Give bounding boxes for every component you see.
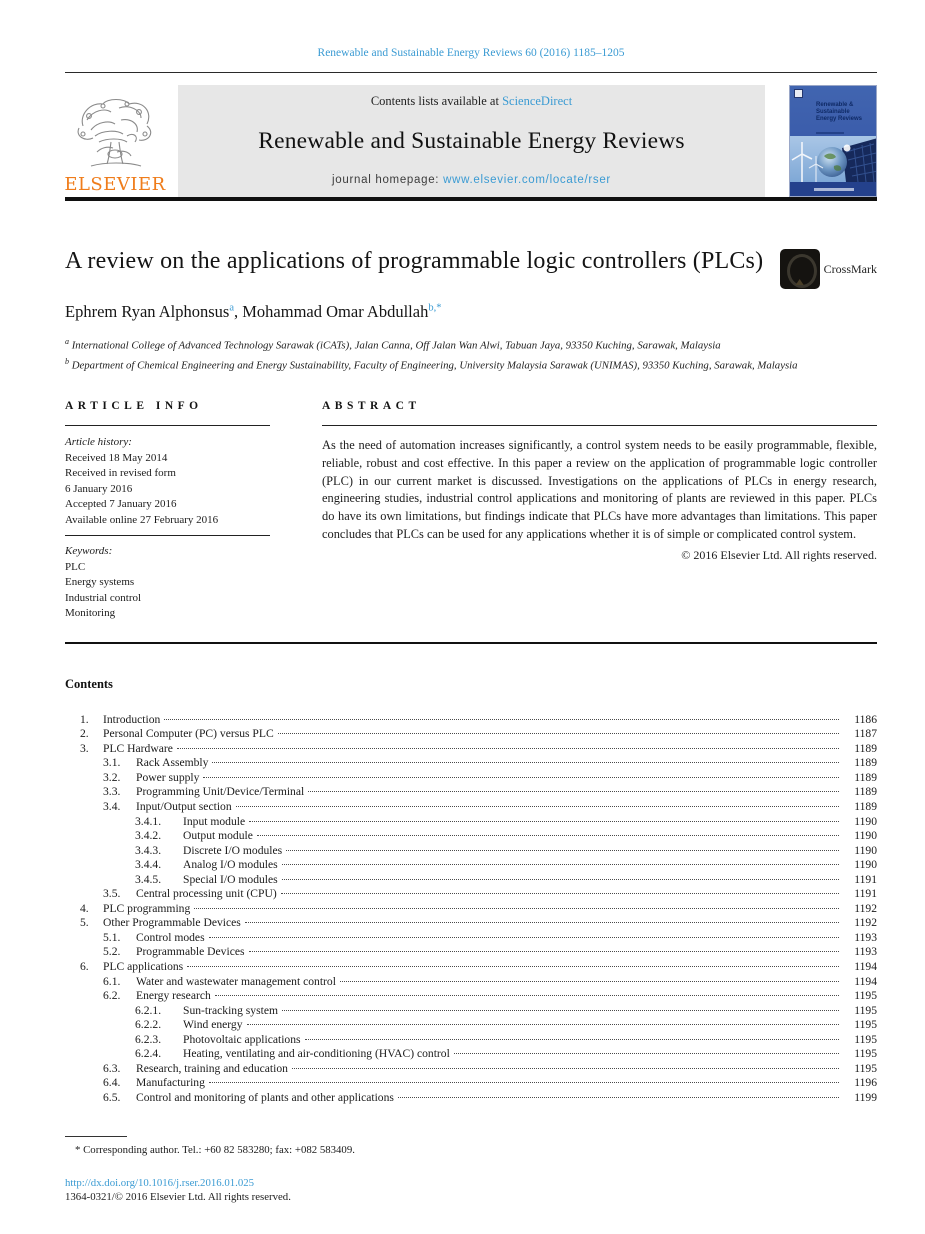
toc-dot-leader	[281, 893, 839, 894]
toc-entry-page: 1196	[854, 1076, 877, 1090]
journal-reference-line: Renewable and Sustainable Energy Reviews 60 (2016) 1185–1205	[317, 47, 625, 59]
toc-entry-label: Introduction	[103, 712, 161, 726]
toc-entry-page: 1195	[854, 989, 877, 1003]
toc-dot-leader	[257, 835, 839, 836]
toc-entry-label: Heating, ventilating and air-conditioning (HVAC) control	[183, 1047, 450, 1061]
table-of-contents	[65, 713, 877, 1106]
author-name	[242, 302, 441, 321]
toc-entry-page: 1186	[854, 712, 877, 726]
contents-heading: Contents	[65, 676, 113, 691]
toc-entry[interactable]	[65, 771, 877, 786]
toc-entry-number: 3.	[80, 741, 89, 755]
keyword: Monitoring	[65, 607, 116, 620]
toc-entry-label: Personal Computer (PC) versus PLC	[103, 727, 274, 741]
author-name-text: Ephrem Ryan Alphonsus	[65, 302, 230, 321]
article-history-line: Available online 27 February 2016	[65, 513, 219, 526]
author-affiliation-marker: a	[229, 302, 235, 314]
journal-homepage-line	[178, 174, 765, 186]
toc-dot-leader	[187, 966, 839, 967]
toc-entry-label: Power supply	[136, 770, 200, 784]
toc-entry-label: Photovoltaic applications	[183, 1032, 301, 1046]
doi-link	[65, 1177, 877, 1189]
toc-dot-leader	[245, 922, 839, 923]
keyword: PLC	[65, 560, 86, 573]
toc-entry-number: 2.	[80, 727, 89, 741]
cover-photo-illustration	[790, 136, 877, 182]
authors-line	[65, 302, 877, 322]
toc-entry-page: 1189	[854, 785, 877, 799]
toc-entry-label: Output module	[183, 829, 253, 843]
toc-dot-leader	[398, 1097, 839, 1098]
toc-entry-page: 1192	[854, 916, 877, 930]
article-info-heading: ARTICLE INFO	[65, 400, 270, 426]
keywords-label: Keywords:	[65, 545, 113, 558]
toc-entry[interactable]	[65, 873, 877, 888]
toc-entry-label: Energy research	[136, 989, 211, 1003]
toc-entry-label: Analog I/O modules	[183, 858, 278, 872]
affiliation-marker: a	[65, 337, 69, 346]
elsevier-logo	[65, 85, 165, 197]
toc-entry-label: Input/Output section	[136, 799, 232, 813]
toc-entry[interactable]	[65, 916, 877, 931]
masthead-center	[178, 85, 765, 197]
toc-entry-number: 3.4.	[103, 799, 121, 813]
toc-dot-leader	[249, 821, 839, 822]
toc-entry-label: Input module	[183, 814, 246, 828]
toc-entry-page: 1190	[854, 814, 877, 828]
keyword: Industrial control	[65, 591, 142, 604]
toc-dot-leader	[292, 1068, 839, 1069]
affiliation-line	[65, 334, 877, 354]
author-name-text: Mohammad Omar Abdullah	[242, 302, 429, 321]
toc-entry-number: 3.4.4.	[135, 858, 162, 872]
toc-dot-leader	[282, 879, 839, 880]
toc-entry-label: Programming Unit/Device/Terminal	[136, 785, 305, 799]
abstract-heading: ABSTRACT	[322, 400, 877, 426]
toc-entry-number: 1.	[80, 712, 89, 726]
toc-entry-number: 4.	[80, 901, 89, 915]
author-affiliation-marker: b,*	[428, 302, 442, 314]
toc-entry-page: 1191	[854, 887, 877, 901]
cover-title-line: Renewable &	[816, 102, 854, 108]
toc-entry-number: 6.3.	[103, 1061, 121, 1075]
toc-dot-leader	[340, 981, 839, 982]
cover-publisher-chip	[794, 89, 803, 98]
toc-entry[interactable]	[65, 1062, 877, 1077]
toc-entry[interactable]	[65, 887, 877, 902]
toc-entry[interactable]	[65, 1004, 877, 1019]
toc-entry-page: 1193	[854, 930, 877, 944]
cover-footer-text-bar	[814, 188, 854, 191]
toc-entry-label: PLC programming	[103, 901, 191, 915]
toc-entry[interactable]	[65, 960, 877, 975]
toc-dot-leader	[236, 806, 839, 807]
toc-entry-page: 1195	[854, 1018, 877, 1032]
affiliation-text: Department of Chemical Engineering and Energy Sustainability, Faculty of Engineering, University Malaysia Sarawak (UNIMAS), 93350 Kuching, Sarawak, Malaysia	[69, 359, 798, 372]
crossmark-badge-group[interactable]	[780, 249, 877, 289]
toc-entry[interactable]	[65, 829, 877, 844]
toc-entry[interactable]	[65, 742, 877, 757]
footnote-divider	[65, 1136, 127, 1137]
elsevier-tree-icon	[69, 96, 161, 172]
cover-footer-strip	[790, 182, 877, 196]
toc-dot-leader	[177, 748, 839, 749]
toc-entry[interactable]	[65, 975, 877, 990]
toc-entry-number: 3.4.2.	[135, 829, 162, 843]
toc-entry-page: 1189	[854, 799, 877, 813]
toc-entry-number: 6.5.	[103, 1090, 121, 1104]
toc-entry-number: 6.2.4.	[135, 1047, 162, 1061]
toc-entry-page: 1195	[854, 1061, 877, 1075]
toc-dot-leader	[209, 1082, 839, 1083]
toc-entry[interactable]	[65, 713, 877, 728]
toc-entry[interactable]	[65, 1033, 877, 1048]
cover-title-line: Energy Reviews	[816, 116, 863, 122]
cover-title-line: Sustainable	[816, 109, 850, 115]
doi-url[interactable]: http://dx.doi.org/10.1016/j.rser.2016.01.025	[65, 1177, 255, 1190]
corresponding-author-footnote: * Corresponding author. Tel.: +60 82 583280; fax: +082 583409.	[75, 1144, 355, 1157]
toc-entry[interactable]	[65, 1047, 877, 1062]
toc-entry-number: 6.2.3.	[135, 1032, 162, 1046]
toc-entry-page: 1195	[854, 1003, 877, 1017]
homepage-link[interactable]: www.elsevier.com/locate/rser	[443, 174, 611, 186]
toc-entry-number: 6.2.1.	[135, 1003, 162, 1017]
cover-title	[816, 102, 862, 123]
toc-entry[interactable]	[65, 785, 877, 800]
article-history-line: Received 18 May 2014	[65, 451, 168, 464]
toc-entry[interactable]	[65, 931, 877, 946]
toc-dot-leader	[282, 864, 839, 865]
toc-entry-label: Sun-tracking system	[183, 1003, 278, 1017]
toc-entry-number: 3.2.	[103, 770, 121, 784]
toc-entry[interactable]	[65, 800, 877, 815]
keyword: Energy systems	[65, 576, 135, 589]
toc-entry[interactable]	[65, 945, 877, 960]
toc-entry-number: 3.3.	[103, 785, 121, 799]
toc-entry-page: 1192	[854, 901, 877, 915]
journal-cover-thumbnail	[789, 85, 877, 197]
toc-entry-page: 1189	[854, 741, 877, 755]
toc-dot-leader	[278, 733, 839, 734]
sciencedirect-link[interactable]: ScienceDirect	[502, 94, 573, 108]
toc-entry-number: 5.2.	[103, 945, 121, 959]
toc-entry-number: 5.	[80, 916, 89, 930]
toc-dot-leader	[194, 908, 839, 909]
toc-entry[interactable]	[65, 844, 877, 859]
toc-entry-number: 6.	[80, 959, 89, 973]
affiliation-marker: b	[65, 356, 69, 366]
article-history-lines	[65, 451, 270, 529]
toc-entry[interactable]	[65, 858, 877, 873]
toc-dot-leader	[212, 762, 839, 763]
toc-entry-label: Rack Assembly	[136, 756, 209, 770]
toc-dot-leader	[247, 1024, 839, 1025]
article-title: A review on the applications of programmable logic controllers (PLCs)	[65, 248, 764, 274]
toc-entry-label: Water and wastewater management control	[136, 974, 336, 988]
toc-entry[interactable]	[65, 1076, 877, 1091]
abstract-text: As the need of automation increases significantly, a control system needs to be easily programmable, flexible, reliable, robust and cost effective. In this paper a review on the application of programmable logic controller (PLC) in our current market is discussed. Investigations on the applications of PLCs in energy research, engineering studies, industrial control applications and monitoring of plants are reviewed in this paper. PLCs do have its own limitations, but findings indicate that PLCs have more advantages than limitations. This paper concludes that PLCs can be used for any applications whether it is of simple or complicated control system.	[322, 438, 877, 541]
journal-title: Renewable and Sustainable Energy Reviews	[258, 128, 685, 154]
toc-entry-number: 3.1.	[103, 756, 121, 770]
toc-dot-leader	[203, 777, 839, 778]
toc-entry-page: 1189	[854, 770, 877, 784]
article-info-column	[65, 400, 270, 622]
toc-entry-label: Control and monitoring of plants and other applications	[136, 1090, 394, 1104]
abstract-column	[322, 400, 877, 622]
cover-text-bar	[816, 132, 844, 134]
article-history	[65, 435, 270, 536]
article-history-line: Received in revised form	[65, 467, 176, 480]
toc-entry-page: 1190	[854, 843, 877, 857]
toc-entry-label: Programmable Devices	[136, 945, 245, 959]
toc-dot-leader	[215, 995, 839, 996]
toc-entry-label: Control modes	[136, 930, 205, 944]
toc-entry-page: 1195	[854, 1032, 877, 1046]
affiliation-line	[65, 354, 877, 374]
toc-dot-leader	[282, 1010, 839, 1011]
affiliation-text: International College of Advanced Technology Sarawak (iCATs), Jalan Canna, Off Jalan Wan Alwi, Tabuan Jaya, 93350 Kuching, Sarawak, Malaysia	[69, 339, 721, 352]
toc-entry-number: 3.4.1.	[135, 814, 162, 828]
toc-entry-label: Central processing unit (CPU)	[136, 887, 277, 901]
article-history-label: Article history:	[65, 436, 132, 449]
toc-entry-number: 6.2.	[103, 989, 121, 1003]
toc-dot-leader	[249, 951, 840, 952]
toc-entry-number: 6.1.	[103, 974, 121, 988]
toc-entry-page: 1194	[854, 974, 877, 988]
keywords-list	[65, 560, 270, 622]
toc-entry-label: PLC applications	[103, 959, 184, 973]
toc-dot-leader	[286, 850, 839, 851]
toc-entry-page: 1189	[854, 756, 877, 770]
top-divider	[65, 72, 877, 73]
masthead-bottom-rule	[65, 197, 877, 201]
article-history-line: Accepted 7 January 2016	[65, 498, 177, 511]
affiliations	[65, 334, 877, 373]
toc-entry[interactable]	[65, 815, 877, 830]
issn-copyright-line: 1364-0321/© 2016 Elsevier Ltd. All rights reserved.	[65, 1191, 291, 1204]
toc-entry[interactable]	[65, 1091, 877, 1106]
toc-entry-number: 3.4.3.	[135, 843, 162, 857]
toc-dot-leader	[209, 937, 839, 938]
toc-entry-page: 1194	[854, 959, 877, 973]
contents-line-text: Contents lists available at	[370, 94, 503, 108]
toc-entry-number: 6.2.2.	[135, 1018, 162, 1032]
toc-entry-page: 1190	[854, 858, 877, 872]
crossmark-label: CrossMark	[823, 261, 877, 276]
toc-entry-number: 6.4.	[103, 1076, 121, 1090]
toc-entry[interactable]	[65, 756, 877, 771]
toc-entry[interactable]	[65, 727, 877, 742]
toc-entry-label: Other Programmable Devices	[103, 916, 241, 930]
toc-entry-page: 1187	[854, 727, 877, 741]
elsevier-wordmark: ELSEVIER	[64, 174, 166, 195]
toc-entry-page: 1193	[854, 945, 877, 959]
toc-entry-number: 5.1.	[103, 930, 121, 944]
article-info-abstract-block	[65, 400, 877, 644]
toc-entry-number: 3.5.	[103, 887, 121, 901]
toc-dot-leader	[305, 1039, 839, 1040]
toc-entry-label: PLC Hardware	[103, 741, 173, 755]
toc-entry-page: 1190	[854, 829, 877, 843]
toc-entry[interactable]	[65, 989, 877, 1004]
article-history-line: 6 January 2016	[65, 482, 133, 495]
toc-dot-leader	[454, 1053, 839, 1054]
toc-entry-label: Special I/O modules	[183, 872, 278, 886]
toc-entry-label: Wind energy	[183, 1018, 243, 1032]
toc-entry-label: Research, training and education	[136, 1061, 288, 1075]
toc-dot-leader	[164, 719, 839, 720]
homepage-label: journal homepage:	[332, 174, 444, 186]
toc-entry-label: Discrete I/O modules	[183, 843, 283, 857]
toc-entry[interactable]	[65, 902, 877, 917]
keywords-section	[65, 544, 270, 622]
contents-availability-line	[178, 94, 765, 109]
copyright-line: © 2016 Elsevier Ltd. All rights reserved.	[681, 548, 877, 563]
author-separator: ,	[234, 302, 243, 321]
toc-entry-page: 1199	[854, 1090, 877, 1104]
masthead-band	[65, 85, 877, 197]
toc-entry-number: 3.4.5.	[135, 872, 162, 886]
toc-entry[interactable]	[65, 1018, 877, 1033]
toc-entry-page: 1195	[854, 1047, 877, 1061]
author-name	[65, 302, 242, 321]
crossmark-icon[interactable]	[780, 249, 820, 289]
toc-dot-leader	[308, 791, 839, 792]
toc-entry-label: Manufacturing	[136, 1076, 205, 1090]
toc-entry-page: 1191	[854, 872, 877, 886]
